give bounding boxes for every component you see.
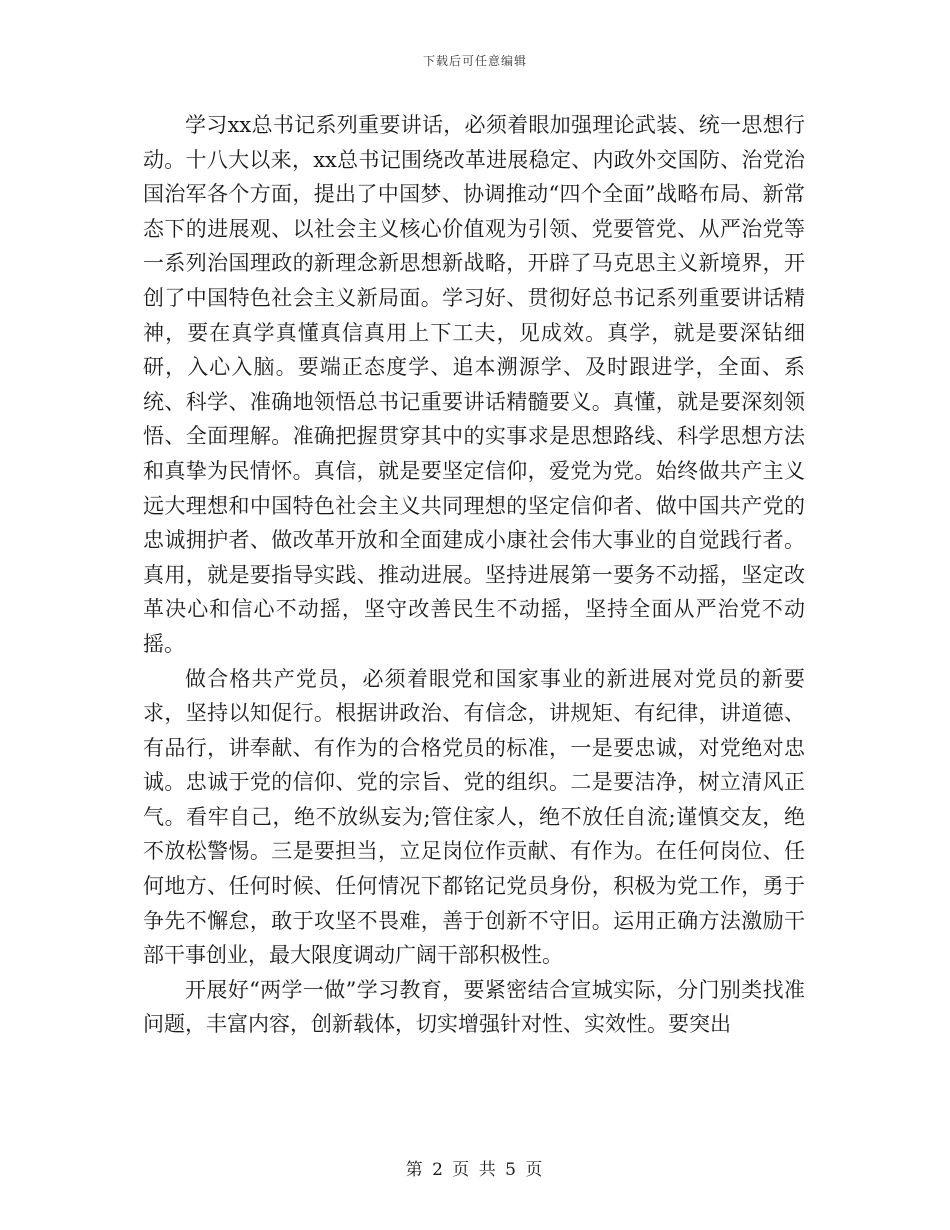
page-footer: 第 2 页 共 5 页 xyxy=(405,1160,545,1180)
page-header: 下载后可任意编辑 xyxy=(422,54,527,68)
paragraph-2: 做合格共产党员，必须着眼党和国家事业的新进展对党员的新要求，坚持以知促行。根据讲政治、有信念，讲规矩、有纪律，讲道德、有品行，讲奉献、有作为的合格党员的标准，一是要忠诚，对党绝对忠诚。忠诚于党的信仰、党的宗旨、党的组织。二是要洁净，树立清风正气。看牢自己，绝不放纵妄为;管住家人，绝不放任自流;谨慎交友，绝不放松警惕。三是要担当，立足岗位作贡献、有作为。在任何岗位、任何地方、任何时候、任何情况下都铭记党员身份，积极为党工作，勇于争先不懈怠，敢于攻坚不畏难，善于创新不守旧。运用正确方法激励干部干事创业，最大限度调动广阔干部积极性。 xyxy=(143,666,805,968)
paragraph-3: 开展好“两学一做”学习教育，要紧密结合宣城实际，分门别类找准问题，丰富内容，创新载体，切实增强针对性、实效性。要突出 xyxy=(143,977,805,1037)
paragraph-1: 学习xx总书记系列重要讲话，必须着眼加强理论武装、统一思想行动。十八大以来，xx总书记围绕改革进展稳定、内政外交国防、治党治国治军各个方面，提出了中国梦、协调推动“四个全面”战略布局、新常态下的进展观、以社会主义核心价值观为引领、党要管党、从严治党等一系列治国理政的新理念新思想新战略，开辟了马克思主义新境界，开创了中国特色社会主义新局面。学习好、贯彻好总书记系列重要讲话精神，要在真学真懂真信真用上下工夫，见成效。真学，就是要深钻细研，入心入脑。要端正态度学、追本溯源学、及时跟进学，全面、系统、科学、准确地领悟总书记重要讲话精髓要义。真懂，就是要深刻领悟、全面理解。准确把握贯穿其中的实事求是思想路线、科学思想方法和真挚为民情怀。真信，就是要坚定信仰，爱党为党。始终做共产主义远大理想和中国特色社会主义共同理想的坚定信仰者、做中国共产党的忠诚拥护者、做改革开放和全面建成小康社会伟大事业的自觉践行者。真用，就是要指导实践、推动进展。坚持进展第一要务不动摇，坚定改革决心和信心不动摇，坚守改善民生不动摇，坚持全面从严治党不动摇。 xyxy=(143,113,805,656)
document-body xyxy=(143,108,805,1042)
